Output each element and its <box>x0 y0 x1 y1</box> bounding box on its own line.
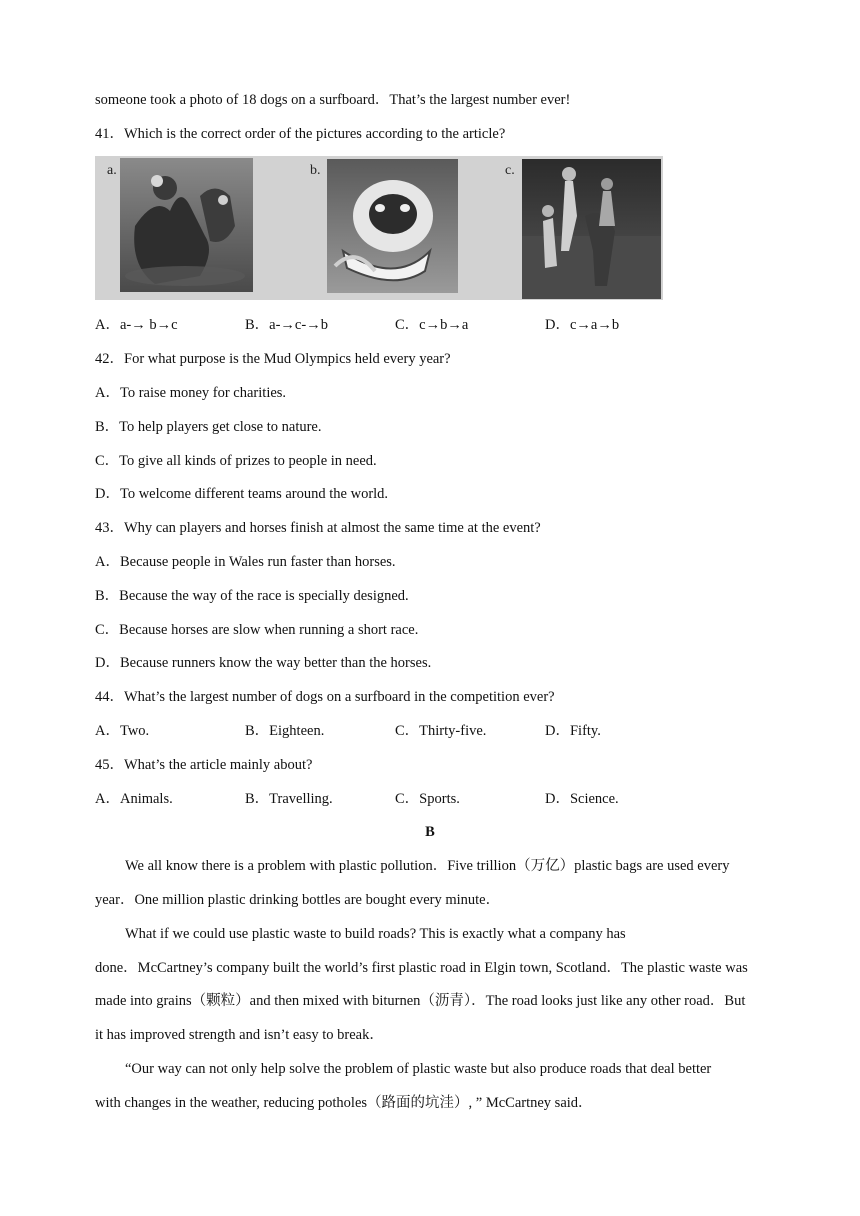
passage-b-paragraph-2-line-1: What if we could use plastic waste to build roads? This is exactly what a company has <box>125 926 626 942</box>
picture-c <box>522 159 661 299</box>
question-41: 41．Which is the correct order of the pictures according to the article? <box>95 126 506 142</box>
section-b-heading: B <box>425 824 435 840</box>
q45-option-b: B．Travelling. <box>245 791 333 807</box>
q42-option-c: C．To give all kinds of prizes to people in need. <box>95 453 377 469</box>
q42-option-b: B．To help players get close to nature. <box>95 419 322 435</box>
q43-option-c: C．Because horses are slow when running a short race. <box>95 622 419 638</box>
picture-a-label: a. <box>107 163 117 178</box>
q42-option-a: A．To raise money for charities. <box>95 385 287 401</box>
passage-b-paragraph-3-line-2: with changes in the weather, reducing potholes（路面的坑洼）, ” McCartney said． <box>95 1095 593 1111</box>
passage-b-paragraph-1-line-2: year．One million plastic drinking bottles are bought every minute． <box>95 892 501 908</box>
q43-option-d: D．Because runners know the way better than the horses. <box>95 655 432 671</box>
q43-option-b: B．Because the way of the race is specially designed. <box>95 588 409 604</box>
q44-option-b: B．Eighteen. <box>245 723 325 739</box>
passage-b-paragraph-1-line-1: We all know there is a problem with plastic pollution．Five trillion（万亿）plastic bags are used every <box>125 858 730 874</box>
question-41-pictures <box>95 156 663 300</box>
picture-a <box>120 158 253 292</box>
passage-b-paragraph-2-line-2: done．McCartney’s company built the world’s first plastic road in Elgin town, Scotland．The plastic waste was <box>95 960 748 976</box>
q41-option-a: A．a-→ b→c <box>95 317 178 333</box>
question-43: 43．Why can players and horses finish at almost the same time at the event? <box>95 520 541 536</box>
q44-option-d: D．Fifty. <box>545 723 601 739</box>
passage-b-paragraph-3-line-1: “Our way can not only help solve the problem of plastic waste but also produce roads that deal better <box>125 1061 712 1077</box>
q45-option-a: A．Animals. <box>95 791 173 807</box>
question-45: 45．What’s the article mainly about? <box>95 757 313 773</box>
picture-c-label: c. <box>505 163 515 178</box>
question-44: 44．What’s the largest number of dogs on a surfboard in the competition ever? <box>95 689 555 705</box>
q42-option-d: D．To welcome different teams around the world. <box>95 486 389 502</box>
passage-continuation-line: someone took a photo of 18 dogs on a surfboard．That’s the largest number ever! <box>95 92 571 108</box>
q45-option-c: C．Sports. <box>395 791 460 807</box>
q41-option-b: B．a-→c-→b <box>245 317 328 333</box>
q44-option-c: C．Thirty-five. <box>395 723 487 739</box>
picture-b <box>327 159 458 293</box>
question-42: 42．For what purpose is the Mud Olympics held every year? <box>95 351 451 367</box>
passage-b-paragraph-2-line-3: made into grains（颗粒）and then mixed with biturnen（沥青）．The road looks just like any other road．But <box>95 993 746 1009</box>
q41-option-d: D．c→a→b <box>545 317 620 333</box>
picture-b-label: b. <box>310 163 321 178</box>
q41-option-c: C．c→b→a <box>395 317 469 333</box>
passage-b-paragraph-2-line-4: it has improved strength and isn’t easy to break． <box>95 1027 384 1043</box>
q45-option-d: D．Science. <box>545 791 619 807</box>
q44-option-a: A．Two. <box>95 723 150 739</box>
q43-option-a: A．Because people in Wales run faster than horses. <box>95 554 396 570</box>
